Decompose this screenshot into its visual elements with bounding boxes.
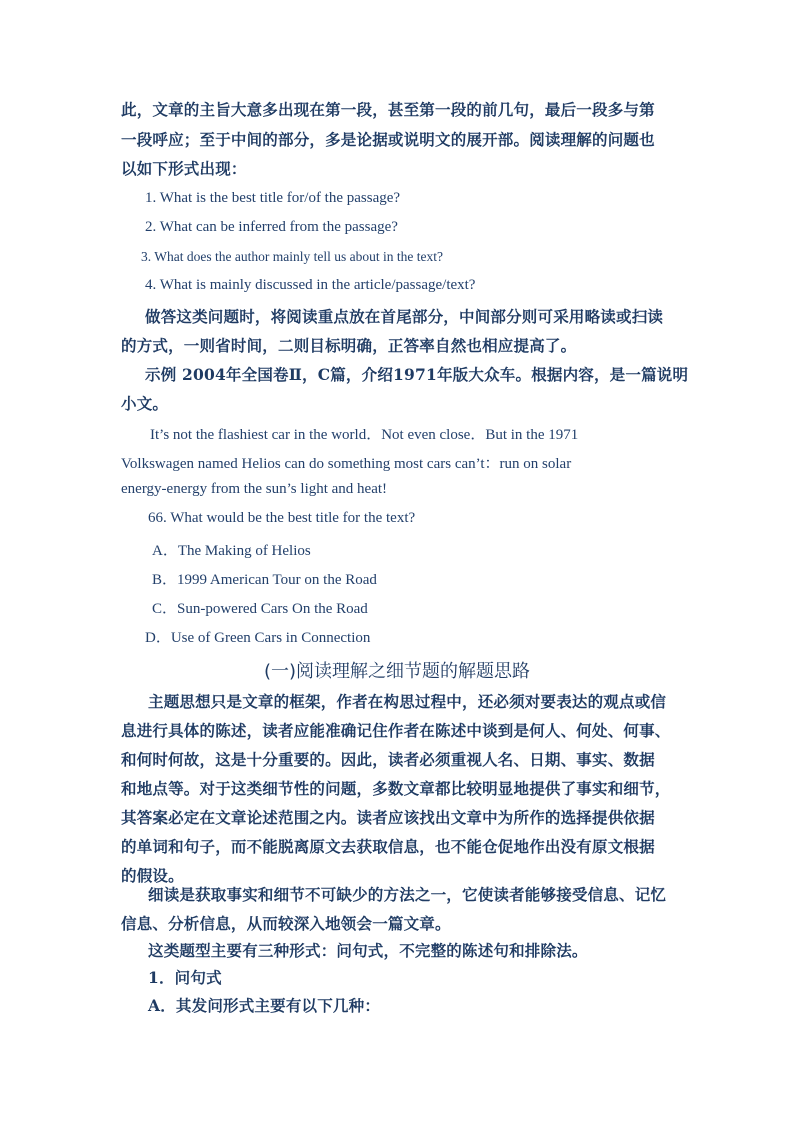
paragraph-line: 息进行具体的陈述，读者应能准确记住作者在陈述中谈到是何人、何处、何事、 <box>121 721 671 740</box>
example-question: 66. What would be the best title for the text? <box>148 510 416 526</box>
question-item: 4. What is mainly discussed in the article/passage/text? <box>145 277 476 293</box>
list-heading: A．其发问形式主要有以下几种： <box>148 996 381 1015</box>
paragraph-line: 的假设。 <box>121 866 184 885</box>
paragraph-line: 主题思想只是文章的框架，作者在构思过程中，还必须对要表达的观点或信 <box>148 692 667 711</box>
paragraph-line: 的方式，一则省时间，二则目标明确，正答率自然也相应提高了。 <box>121 336 577 355</box>
question-item: 3. What does the author mainly tell us about in the text? <box>141 249 443 264</box>
question-item: 1. What is the best title for/of the passage? <box>145 190 401 206</box>
example-text-line: It’s not the flashiest car in the world．Not even close．But in the 1971 <box>150 427 579 443</box>
question-item: 2. What can be inferred from the passage? <box>145 219 398 235</box>
paragraph-line: 以如下形式出现： <box>121 159 247 178</box>
paragraph-line: 其答案必定在文章论述范围之内。读者应该找出文章中为所作的选择提供依据 <box>121 808 655 827</box>
paragraph-line: 一段呼应；至于中间的部分，多是论据或说明文的展开部。阅读理解的问题也 <box>121 130 655 149</box>
paragraph-line: 做答这类问题时，将阅读重点放在首尾部分，中间部分则可采用略读或扫读 <box>145 307 664 326</box>
answer-option: C．Sun-powered Cars On the Road <box>152 601 368 617</box>
paragraph-line: 和地点等。对于这类细节性的问题，多数文章都比较明显地提供了事实和细节， <box>121 779 671 798</box>
list-heading: 1．问句式 <box>148 968 222 987</box>
paragraph-line: 的单词和句子，而不能脱离原文去获取信息，也不能仓促地作出没有原文根据 <box>121 837 655 856</box>
paragraph-line: 小文。 <box>121 394 169 413</box>
answer-option: B．1999 American Tour on the Road <box>152 572 377 588</box>
section-heading: (一)阅读理解之细节题的解题思路 <box>264 661 531 682</box>
paragraph-line: 信息、分析信息，从而较深入地领会一篇文章。 <box>121 914 451 933</box>
answer-option: D．Use of Green Cars in Connection <box>145 630 371 646</box>
paragraph-line: 示例 2004年全国卷Ⅱ，C篇，介绍1971年版大众车。根据内容，是一篇说明 <box>145 365 689 384</box>
paragraph-line: 此，文章的主旨大意多出现在第一段，甚至第一段的前几句，最后一段多与第 <box>121 100 655 119</box>
example-text-line: Volkswagen named Helios can do something most cars can’t：run on solar <box>121 456 572 472</box>
paragraph-line: 细读是获取事实和细节不可缺少的方法之一，它使读者能够接受信息、记忆 <box>148 885 667 904</box>
example-text-line: energy-energy from the sun’s light and heat! <box>121 481 388 497</box>
paragraph-line: 和何时何故，这是十分重要的。因此，读者必须重视人名、日期、事实、数据 <box>121 750 655 769</box>
paragraph-line: 这类题型主要有三种形式：问句式，不完整的陈述句和排除法。 <box>148 941 588 960</box>
answer-option: A．The Making of Helios <box>152 543 311 559</box>
